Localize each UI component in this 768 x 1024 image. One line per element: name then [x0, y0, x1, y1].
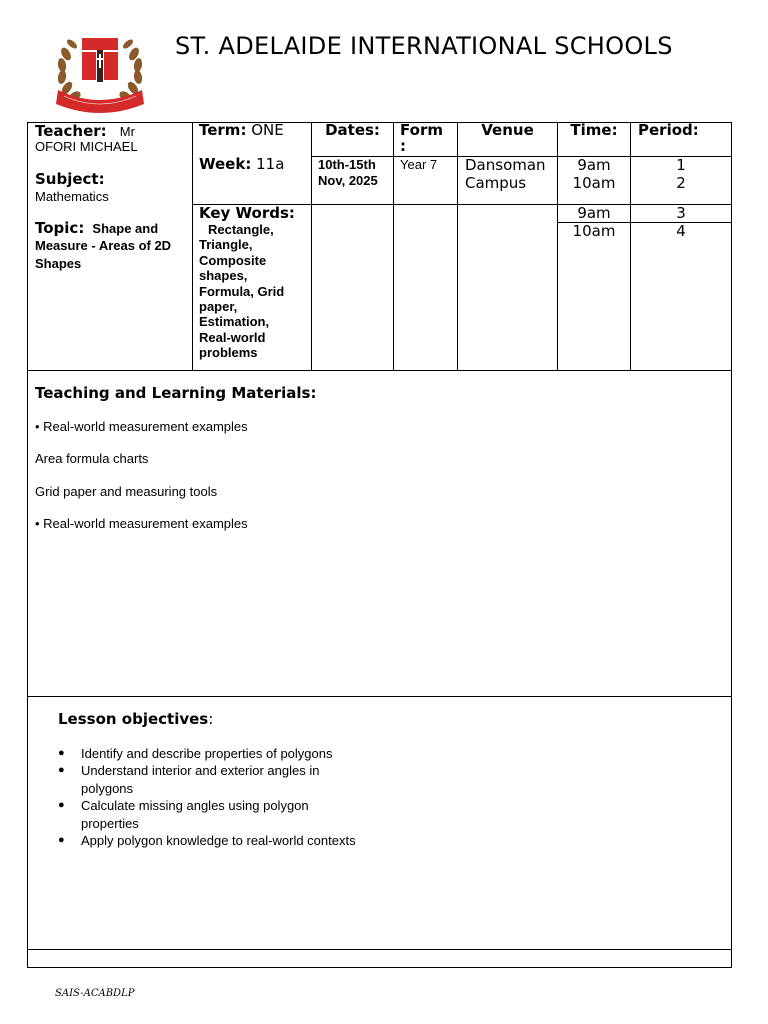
materials-item: Area formula charts [35, 451, 149, 466]
week-field [199, 155, 284, 173]
subject-value: Mathematics [35, 189, 109, 204]
subject-label: Subject: [35, 170, 105, 188]
objectives-list [58, 745, 363, 849]
time-slot: 10am [572, 174, 616, 192]
school-crest-icon [52, 32, 148, 114]
header-section-bottom [27, 370, 732, 371]
period-number: 4 [676, 222, 686, 240]
teacher-name: OFORI MICHAEL [35, 139, 138, 154]
venue-value-1: Dansoman [465, 156, 546, 174]
materials-item: • Real-world measurement examples [35, 419, 248, 434]
term-value: ONE [251, 121, 284, 139]
keyword-item: Triangle, [199, 237, 253, 253]
form-label-colon: : [400, 137, 406, 155]
footer-code: SAIS-ACABDLP [55, 988, 135, 999]
materials-heading: Teaching and Learning Materials: [35, 384, 317, 402]
term-field [199, 121, 284, 139]
materials-section-bottom [27, 696, 732, 697]
topic-value-1: Shape and [92, 221, 159, 236]
col-divider-term [311, 122, 312, 370]
materials-item: • Real-world measurement examples [35, 516, 248, 531]
period-label: Period: [638, 121, 699, 139]
objective-item: ● Understand interior and exterior angles in polygons [58, 762, 363, 797]
time-slot: 9am [577, 204, 611, 222]
keywords-list [199, 222, 284, 361]
period-number: 3 [676, 204, 686, 222]
keyword-item: Estimation, [199, 314, 270, 330]
objectives-heading-text: Lesson objectives [58, 710, 209, 728]
time-label: Time: [570, 121, 618, 139]
objectives-heading-colon: : [208, 710, 214, 728]
topic-label: Topic: [35, 219, 85, 237]
materials-item: Grid paper and measuring tools [35, 484, 218, 499]
keyword-item: Composite [199, 252, 267, 268]
objective-item: ● Apply polygon knowledge to real-world contexts [58, 832, 363, 849]
school-name: ST. ADELAIDE INTERNATIONAL SCHOOLS [175, 32, 673, 60]
objectives-heading [58, 710, 213, 728]
dates-value-2: Nov, 2025 [318, 173, 378, 188]
teacher-cell [35, 121, 190, 140]
keyword-item: shapes, [199, 268, 248, 284]
keyword-item: Rectangle, [208, 222, 274, 237]
topic-value-2: Measure - Areas of 2D [35, 238, 172, 253]
period-number: 2 [676, 174, 686, 192]
table-border-right [731, 122, 732, 968]
dates-value-1: 10th-15th [318, 157, 376, 172]
col-divider-dates [393, 122, 394, 370]
week-value: 11a [256, 155, 285, 173]
topic-value-3: Shapes [35, 256, 82, 271]
objective-item: ● Calculate missing angles using polygon properties [58, 797, 363, 832]
venue-label: Venue [481, 121, 534, 139]
time-slot: 10am [572, 222, 616, 240]
objectives-section-bottom [27, 949, 732, 950]
week-label: Week: [199, 155, 252, 173]
term-label: Term: [199, 121, 247, 139]
dates-label: Dates: [325, 121, 380, 139]
objective-item: ● Identify and describe properties of polygons [58, 745, 363, 762]
teacher-title: Mr [119, 124, 135, 139]
keyword-item: paper, [199, 299, 238, 315]
keyword-item: Real-world [199, 329, 266, 345]
venue-value-2: Campus [465, 174, 527, 192]
time-slot: 9am [577, 156, 611, 174]
keyword-item: problems [199, 345, 258, 361]
form-label: Form [400, 121, 443, 139]
period-number: 1 [676, 156, 686, 174]
keywords-label: Key Words: [199, 204, 295, 222]
table-border-left [27, 122, 28, 968]
col-divider-form [457, 122, 458, 370]
school-logo [52, 32, 148, 114]
teacher-label: Teacher: [35, 122, 107, 140]
form-value: Year 7 [400, 157, 438, 172]
topic-line-1 [35, 218, 158, 237]
keyword-item: Formula, Grid [199, 283, 285, 299]
col-divider-teacher [192, 122, 193, 370]
table-border-bottom [27, 967, 732, 968]
